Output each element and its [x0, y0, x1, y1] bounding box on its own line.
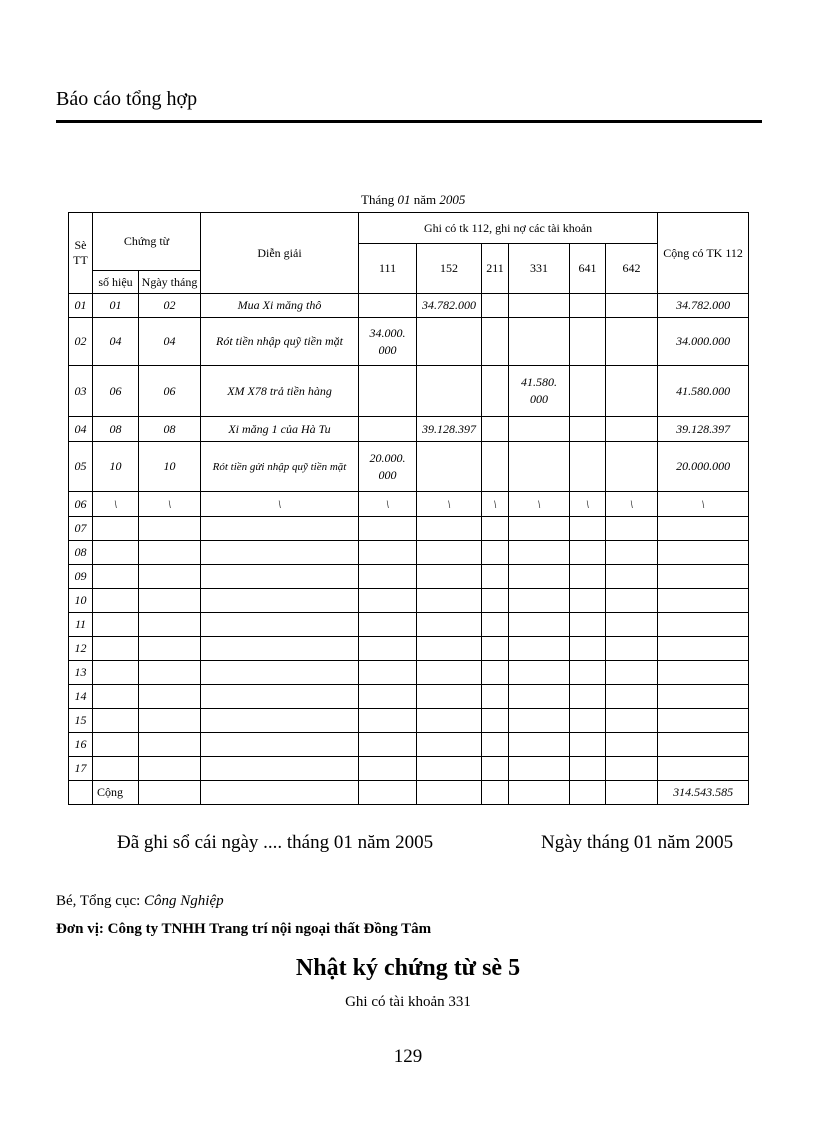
- cell-desc: XM X78 trả tiền hàng: [201, 366, 359, 417]
- cell-desc: Rót tiền gửi nhập quỹ tiền mặt: [201, 442, 359, 492]
- cell-stt: 07: [69, 517, 93, 541]
- empty-cell: [359, 637, 417, 661]
- col-account-152: 152: [417, 244, 482, 294]
- empty-cell: [482, 685, 509, 709]
- col-voucher-date-header: Ngày tháng: [139, 271, 201, 294]
- cell-stt: 15: [69, 709, 93, 733]
- empty-cell: [570, 517, 606, 541]
- empty-cell: [658, 757, 749, 781]
- cell-no: \: [93, 492, 139, 517]
- empty-cell: [93, 541, 139, 565]
- month-caption-month: 01: [397, 192, 411, 207]
- cell-total: \: [658, 492, 749, 517]
- total-empty-cell: [201, 781, 359, 805]
- empty-cell: [139, 709, 201, 733]
- total-empty-cell: [606, 781, 658, 805]
- empty-cell: [606, 517, 658, 541]
- total-stt-cell: [69, 781, 93, 805]
- table-row: [69, 541, 749, 565]
- cell-641: [570, 442, 606, 492]
- empty-cell: [359, 517, 417, 541]
- total-empty-cell: [359, 781, 417, 805]
- cell-stt: 05: [69, 442, 93, 492]
- cell-date: 10: [139, 442, 201, 492]
- empty-cell: [658, 565, 749, 589]
- total-empty-cell: [139, 781, 201, 805]
- empty-cell: [658, 709, 749, 733]
- empty-cell: [201, 757, 359, 781]
- empty-cell: [359, 661, 417, 685]
- cell-152: [417, 442, 482, 492]
- cell-642: \: [606, 492, 658, 517]
- empty-cell: [139, 733, 201, 757]
- empty-cell: [359, 565, 417, 589]
- col-account-642: 642: [606, 244, 658, 294]
- unit-value: Công ty TNHH Trang trí nội ngoại thất Đồng Tâm: [107, 921, 432, 937]
- cell-stt: 08: [69, 541, 93, 565]
- cell-total: 34.782.000: [658, 294, 749, 318]
- empty-cell: [482, 637, 509, 661]
- ministry-line: [56, 893, 224, 910]
- cell-111: [359, 294, 417, 318]
- empty-cell: [139, 565, 201, 589]
- table-row: [69, 442, 749, 492]
- empty-cell: [139, 517, 201, 541]
- cell-152: [417, 366, 482, 417]
- empty-cell: [509, 757, 570, 781]
- cell-total: 39.128.397: [658, 417, 749, 442]
- empty-cell: [139, 757, 201, 781]
- empty-cell: [509, 613, 570, 637]
- table-row: [69, 589, 749, 613]
- empty-cell: [509, 589, 570, 613]
- table-row: [69, 318, 749, 366]
- col-account-641: 641: [570, 244, 606, 294]
- empty-cell: [359, 589, 417, 613]
- empty-cell: [93, 613, 139, 637]
- empty-cell: [359, 541, 417, 565]
- empty-cell: [93, 517, 139, 541]
- empty-cell: [93, 733, 139, 757]
- empty-cell: [93, 757, 139, 781]
- cell-641: \: [570, 492, 606, 517]
- cell-111: 20.000. 000: [359, 442, 417, 492]
- total-label: Cộng: [93, 781, 139, 805]
- empty-cell: [359, 685, 417, 709]
- empty-cell: [658, 733, 749, 757]
- cell-642: [606, 417, 658, 442]
- empty-cell: [417, 589, 482, 613]
- cell-641: [570, 366, 606, 417]
- total-empty-cell: [482, 781, 509, 805]
- empty-cell: [93, 661, 139, 685]
- header-rule: [56, 120, 762, 123]
- cell-152: 34.782.000: [417, 294, 482, 318]
- empty-cell: [606, 757, 658, 781]
- table-row: [69, 613, 749, 637]
- empty-cell: [359, 709, 417, 733]
- empty-cell: [417, 613, 482, 637]
- empty-cell: [201, 613, 359, 637]
- cell-641: [570, 417, 606, 442]
- table-row: [69, 661, 749, 685]
- empty-cell: [606, 541, 658, 565]
- empty-cell: [509, 565, 570, 589]
- cell-stt: 12: [69, 637, 93, 661]
- cell-211: \: [482, 492, 509, 517]
- empty-cell: [606, 733, 658, 757]
- empty-cell: [509, 685, 570, 709]
- cell-stt: 06: [69, 492, 93, 517]
- empty-cell: [509, 733, 570, 757]
- cell-152: 39.128.397: [417, 417, 482, 442]
- empty-cell: [417, 733, 482, 757]
- empty-cell: [201, 565, 359, 589]
- empty-cell: [570, 733, 606, 757]
- month-caption: [361, 192, 465, 208]
- cell-111: 34.000. 000: [359, 318, 417, 366]
- cell-211: [482, 294, 509, 318]
- empty-cell: [417, 637, 482, 661]
- unit-line: [56, 921, 431, 938]
- cell-211: [482, 442, 509, 492]
- empty-cell: [417, 757, 482, 781]
- empty-cell: [570, 685, 606, 709]
- empty-cell: [509, 709, 570, 733]
- empty-cell: [417, 709, 482, 733]
- empty-cell: [482, 613, 509, 637]
- empty-cell: [93, 565, 139, 589]
- cell-331: [509, 318, 570, 366]
- empty-cell: [658, 517, 749, 541]
- table-row: [69, 417, 749, 442]
- table-row: [69, 492, 749, 517]
- empty-cell: [658, 685, 749, 709]
- empty-cell: [509, 661, 570, 685]
- ministry-label: Bé, Tổng cục:: [56, 893, 141, 909]
- cell-152: [417, 318, 482, 366]
- cell-stt: 03: [69, 366, 93, 417]
- cell-stt: 14: [69, 685, 93, 709]
- cell-stt: 11: [69, 613, 93, 637]
- empty-cell: [201, 637, 359, 661]
- col-voucher-header: Chứng từ: [93, 213, 201, 271]
- cell-641: [570, 294, 606, 318]
- empty-cell: [482, 661, 509, 685]
- empty-cell: [482, 589, 509, 613]
- empty-cell: [417, 541, 482, 565]
- empty-cell: [417, 517, 482, 541]
- cell-stt: 01: [69, 294, 93, 318]
- cell-desc: \: [201, 492, 359, 517]
- table-row: [69, 685, 749, 709]
- empty-cell: [570, 565, 606, 589]
- empty-cell: [606, 709, 658, 733]
- table-row: [69, 565, 749, 589]
- report-date: Ngày tháng 01 năm 2005: [541, 832, 734, 853]
- table-row: [69, 637, 749, 661]
- col-voucher-no-header: số hiệu: [93, 271, 139, 294]
- empty-cell: [93, 709, 139, 733]
- empty-cell: [201, 685, 359, 709]
- journal-subtitle: Ghi có tài khoản 331: [345, 994, 471, 1010]
- empty-cell: [93, 685, 139, 709]
- cell-331: 41.580. 000: [509, 366, 570, 417]
- col-account-211: 211: [482, 244, 509, 294]
- ledger-table: [68, 212, 749, 805]
- cell-no: 06: [93, 366, 139, 417]
- table-row: [69, 733, 749, 757]
- empty-cell: [606, 565, 658, 589]
- ministry-value: Công Nghiệp: [144, 893, 224, 909]
- cell-641: [570, 318, 606, 366]
- empty-cell: [658, 541, 749, 565]
- table-row: [69, 366, 749, 417]
- total-empty-cell: [509, 781, 570, 805]
- cell-date: 02: [139, 294, 201, 318]
- cell-152: \: [417, 492, 482, 517]
- empty-cell: [658, 661, 749, 685]
- cell-no: 04: [93, 318, 139, 366]
- cell-stt: 17: [69, 757, 93, 781]
- table-row: [69, 709, 749, 733]
- empty-cell: [359, 613, 417, 637]
- empty-cell: [417, 565, 482, 589]
- header-title: Báo cáo tổng hợp: [56, 88, 198, 110]
- table-row: [69, 294, 749, 318]
- cell-111: [359, 417, 417, 442]
- cell-desc: Xi măng 1 của Hà Tu: [201, 417, 359, 442]
- col-account-111: 111: [359, 244, 417, 294]
- empty-cell: [417, 661, 482, 685]
- month-caption-year: 2005: [439, 192, 466, 207]
- cell-desc: Mua Xi măng thô: [201, 294, 359, 318]
- cell-111: [359, 366, 417, 417]
- empty-cell: [570, 589, 606, 613]
- col-account-331: 331: [509, 244, 570, 294]
- journal-title: Nhật ký chứng từ sè 5: [295, 955, 521, 981]
- empty-cell: [139, 589, 201, 613]
- cell-211: [482, 417, 509, 442]
- cell-date: 04: [139, 318, 201, 366]
- empty-cell: [658, 637, 749, 661]
- empty-cell: [482, 733, 509, 757]
- cell-total: 34.000.000: [658, 318, 749, 366]
- cell-642: [606, 442, 658, 492]
- cell-stt: 16: [69, 733, 93, 757]
- cell-no: 08: [93, 417, 139, 442]
- cell-331: \: [509, 492, 570, 517]
- col-group-header: Ghi có tk 112, ghi nợ các tài khoản: [359, 213, 658, 244]
- empty-cell: [482, 565, 509, 589]
- empty-cell: [482, 517, 509, 541]
- cell-111: \: [359, 492, 417, 517]
- empty-cell: [201, 709, 359, 733]
- empty-cell: [139, 541, 201, 565]
- cell-331: [509, 294, 570, 318]
- cell-642: [606, 318, 658, 366]
- empty-cell: [570, 709, 606, 733]
- empty-cell: [606, 589, 658, 613]
- empty-cell: [509, 541, 570, 565]
- empty-cell: [482, 709, 509, 733]
- month-caption-prefix: Tháng: [361, 192, 395, 207]
- empty-cell: [658, 613, 749, 637]
- col-total-header: Cộng có TK 112: [658, 213, 749, 294]
- empty-cell: [606, 661, 658, 685]
- empty-cell: [606, 637, 658, 661]
- cell-642: [606, 366, 658, 417]
- empty-cell: [201, 517, 359, 541]
- col-stt-header: Sè TT: [69, 213, 93, 294]
- empty-cell: [658, 589, 749, 613]
- table-row: [69, 757, 749, 781]
- empty-cell: [359, 757, 417, 781]
- cell-stt: 13: [69, 661, 93, 685]
- empty-cell: [482, 757, 509, 781]
- empty-cell: [482, 541, 509, 565]
- empty-cell: [139, 637, 201, 661]
- empty-cell: [201, 541, 359, 565]
- cell-no: 10: [93, 442, 139, 492]
- page-number: 129: [393, 1046, 423, 1067]
- empty-cell: [570, 637, 606, 661]
- cell-total: 20.000.000: [658, 442, 749, 492]
- month-caption-mid: năm: [413, 192, 437, 207]
- cell-date: \: [139, 492, 201, 517]
- empty-cell: [201, 661, 359, 685]
- empty-cell: [417, 685, 482, 709]
- grand-total: 314.543.585: [658, 781, 749, 805]
- empty-cell: [606, 685, 658, 709]
- empty-cell: [93, 637, 139, 661]
- empty-cell: [509, 637, 570, 661]
- cell-stt: 09: [69, 565, 93, 589]
- empty-cell: [570, 661, 606, 685]
- empty-cell: [606, 613, 658, 637]
- cell-stt: 04: [69, 417, 93, 442]
- empty-cell: [139, 661, 201, 685]
- empty-cell: [139, 613, 201, 637]
- cell-211: [482, 366, 509, 417]
- empty-cell: [509, 517, 570, 541]
- cell-211: [482, 318, 509, 366]
- cell-date: 08: [139, 417, 201, 442]
- cell-stt: 10: [69, 589, 93, 613]
- total-row: [69, 781, 749, 805]
- total-empty-cell: [417, 781, 482, 805]
- cell-331: [509, 442, 570, 492]
- empty-cell: [570, 757, 606, 781]
- col-desc-header: Diễn giải: [201, 213, 359, 294]
- cell-desc: Rót tiền nhập quỹ tiền mặt: [201, 318, 359, 366]
- empty-cell: [139, 685, 201, 709]
- ledger-posted-date: Đã ghi sổ cái ngày .... tháng 01 năm 2005: [117, 832, 434, 853]
- empty-cell: [570, 613, 606, 637]
- cell-total: 41.580.000: [658, 366, 749, 417]
- unit-label: Đơn vị:: [56, 921, 104, 937]
- empty-cell: [201, 589, 359, 613]
- total-empty-cell: [570, 781, 606, 805]
- empty-cell: [201, 733, 359, 757]
- cell-no: 01: [93, 294, 139, 318]
- empty-cell: [570, 541, 606, 565]
- empty-cell: [359, 733, 417, 757]
- empty-cell: [93, 589, 139, 613]
- table-row: [69, 517, 749, 541]
- cell-date: 06: [139, 366, 201, 417]
- cell-331: [509, 417, 570, 442]
- cell-stt: 02: [69, 318, 93, 366]
- cell-642: [606, 294, 658, 318]
